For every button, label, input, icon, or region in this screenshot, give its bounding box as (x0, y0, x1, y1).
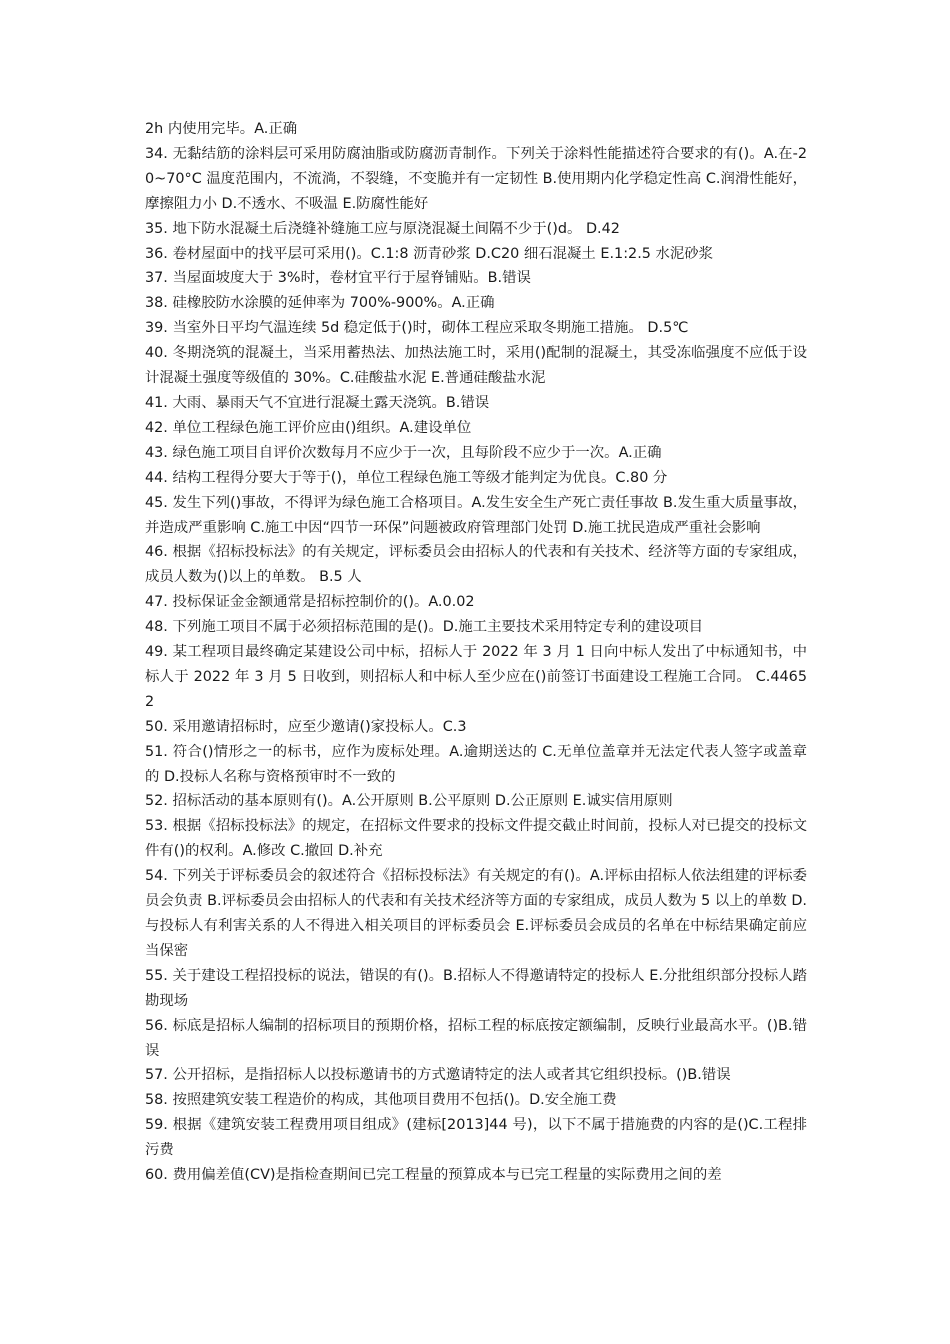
question-53: 53. 根据《招标投标法》的规定，在招标文件要求的投标文件提交截止时间前，投标人对已提交的投标文件有()的权利。A.修改 C.撤回 D.补充 (145, 818, 807, 860)
question-45: 45. 发生下列()事故，不得评为绿色施工合格项目。A.发生安全生产死亡责任事故 B.发生重大质量事故，并造成严重影响 C.施工中因“四节一环保”问题被政府管理部门处罚 D.施工扰民造成严重社会影响 (145, 494, 807, 536)
question-49: 49. 某工程项目最终确定某建设公司中标，招标人于 2022 年 3 月 1 日向中标人发出了中标通知书，中标人于 2022 年 3 月 5 日收到，则招标人和中标人至少应在()前签订书面建设工程施工合同。 C.44652 (145, 644, 807, 710)
question-52: 52. 招标活动的基本原则有()。A.公开原则 B.公平原则 D.公正原则 E.诚实信用原则 (145, 793, 673, 810)
text-line: 2h 内使用完毕。A.正确 (145, 121, 298, 137)
question-36: 36. 卷材屋面中的找平层可采用()。C.1:8 沥青砂浆 D.C20 细石混凝土 E.1:2.5 水泥砂浆 (145, 245, 714, 262)
question-35: 35. 地下防水混凝土后浇缝补缝施工应与原浇混凝土间隔不少于()d。 D.42 (145, 220, 620, 237)
document-body (145, 117, 807, 1188)
question-51: 51. 符合()情形之一的标书，应作为废标处理。A.逾期送达的 C.无单位盖章并无法定代表人签字或盖章的 D.投标人名称与资格预审时不一致的 (145, 743, 807, 785)
question-60: 60. 费用偏差值(CV)是指检查期间已完工程量的预算成本与已完工程量的实际费用之间的差 (145, 1167, 722, 1184)
question-37: 37. 当屋面坡度大于 3%时，卷材宜平行于屋脊铺贴。B.错误 (145, 270, 531, 287)
question-43: 43. 绿色施工项目自评价次数每月不应少于一次，且每阶段不应少于一次。A.正确 (145, 444, 662, 461)
question-34: 34. 无黏结筋的涂料层可采用防腐油脂或防腐沥青制作。下列关于涂料性能描述符合要求的有()。A.在-20~70°C 温度范围内，不流淌，不裂缝，不变脆并有一定韧性 B.使用期内化学稳定性高 C.润滑性能好，摩擦阻力小 D.不透水、不吸温 E.防腐性能好 (145, 145, 807, 212)
question-44: 44. 结构工程得分要大于等于()，单位工程绿色施工等级才能判定为优良。C.80 分 (145, 469, 668, 486)
question-39: 39. 当室外日平均气温连续 5d 稳定低于()时，砌体工程应采取冬期施工措施。 D.5℃ (145, 320, 689, 337)
question-55: 55. 关于建设工程招投标的说法，错误的有()。B.招标人不得邀请特定的投标人 E.分批组织部分投标人踏勘现场 (145, 967, 807, 1009)
question-56: 56. 标底是招标人编制的招标项目的预期价格，招标工程的标底按定额编制，反映行业最高水平。()B.错误 (145, 1017, 807, 1059)
question-54: 54. 下列关于评标委员会的叙述符合《招标投标法》有关规定的有()。A.评标由招标人依法组建的评标委员会负责 B.评标委员会由招标人的代表和有关技术经济等方面的专家组成，成员人数为 5 以上的单数 D.与投标人有利害关系的人不得进入相关项目的评标委员会 E.评标委员会成员的名单在中标结果确定前应当保密 (145, 868, 807, 959)
question-40: 40. 冬期浇筑的混凝土，当采用蓄热法、加热法施工时，采用()配制的混凝土，其受冻临强度不应低于设计混凝土强度等级值的 30%。C.硅酸盐水泥 E.普通硅酸盐水泥 (145, 345, 807, 387)
question-48: 48. 下列施工项目不属于必须招标范围的是()。D.施工主要技术采用特定专利的建设项目 (145, 619, 704, 636)
question-50: 50. 采用邀请招标时，应至少邀请()家投标人。C.3 (145, 718, 467, 735)
question-46: 46. 根据《招标投标法》的有关规定，评标委员会由招标人的代表和有关技术、经济等方面的专家组成，成员人数为()以上的单数。 B.5 人 (145, 544, 807, 586)
question-57: 57. 公开招标，是指招标人以投标邀请书的方式邀请特定的法人或者其它组织投标。()B.错误 (145, 1067, 731, 1084)
question-58: 58. 按照建筑安装工程造价的构成，其他项目费用不包括()。D.安全施工费 (145, 1092, 617, 1109)
question-59: 59. 根据《建筑安装工程费用项目组成》(建标[2013]44 号)，以下不属于措施费的内容的是()C.工程排污费 (145, 1117, 807, 1159)
question-41: 41. 大雨、暴雨天气不宜进行混凝土露天浇筑。B.错误 (145, 394, 490, 411)
question-47: 47. 投标保证金金额通常是招标控制价的()。A.0.02 (145, 594, 475, 611)
question-38: 38. 硅橡胶防水涂膜的延伸率为 700%-900%。A.正确 (145, 295, 495, 312)
question-42: 42. 单位工程绿色施工评价应由()组织。A.建设单位 (145, 419, 472, 436)
